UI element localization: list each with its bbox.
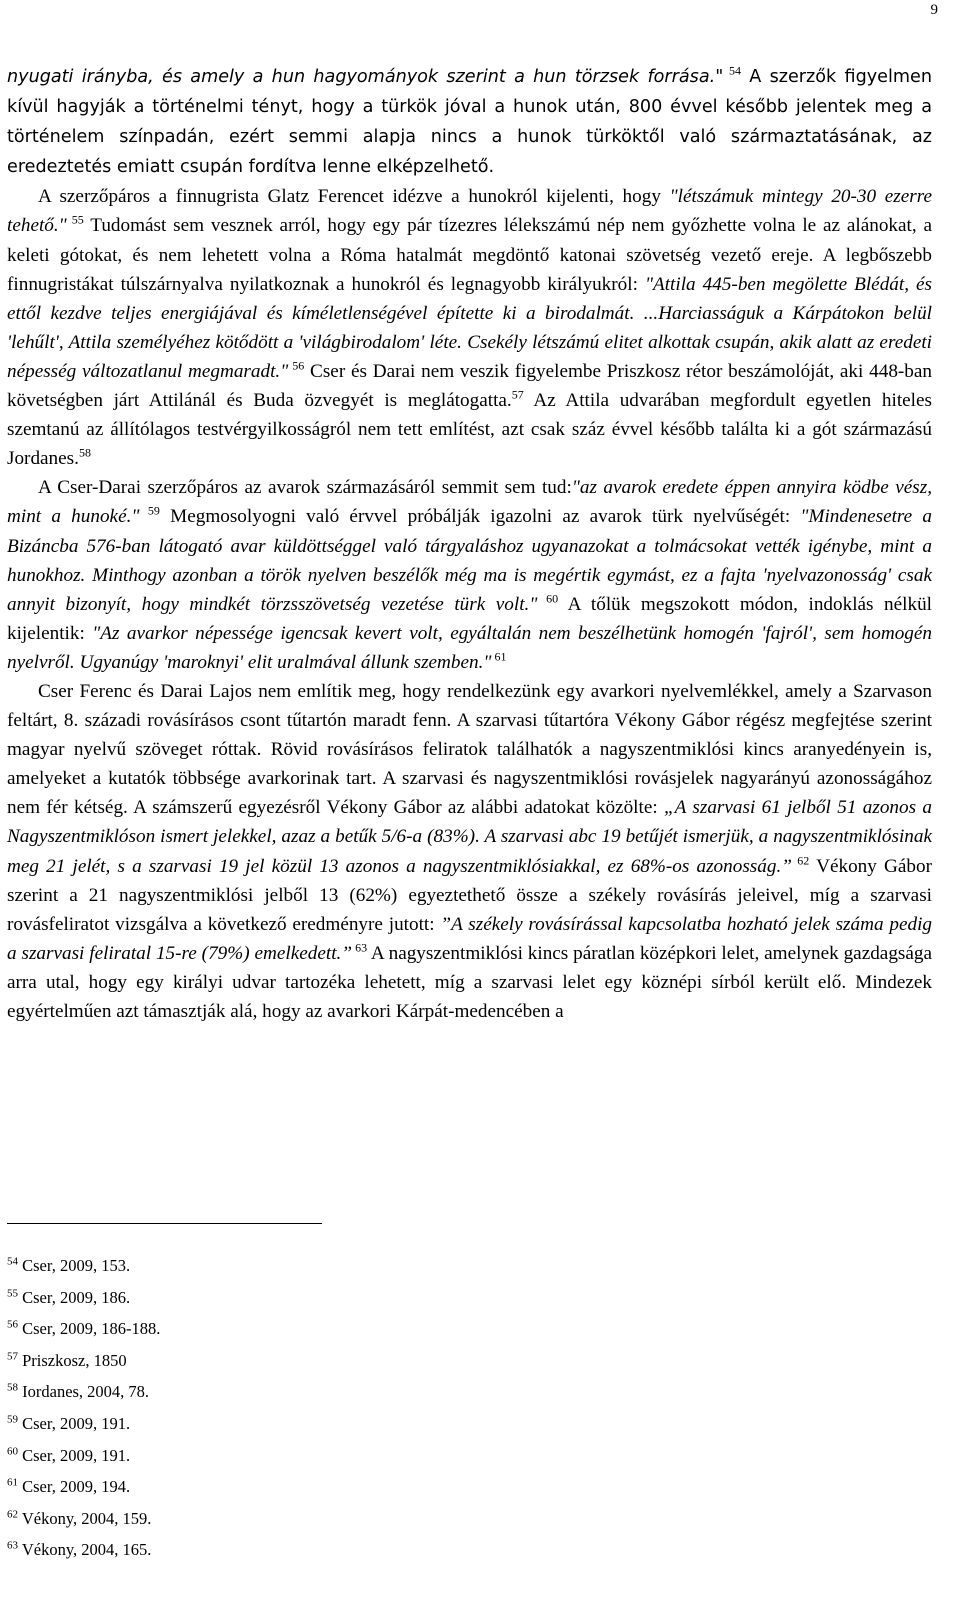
- text-run: A szerzők figyelmen kívül hagyják a történelmi tényt, hogy a türkök jóval a hunok után, 800 évvel később jelentek meg a történelem színpadán, ezért semmi alapja nincs a hunok türköktől való származtatásának, az eredeztetés emiatt csupán fordítva lenne elképzelhető.: [7, 67, 932, 178]
- text-run: Cser Ferenc és Darai Lajos nem említik meg, hogy rendelkezünk egy avarkori nyelvemlékkel, amely a Szarvason feltárt, 8. századi rovásírásos csont tűtartón maradt fenn. A szarvasi tűtartóra Vékony Gábor régész megfejtése szerint magyar nyelvű szöveget róttak. Rövid rovásírásos feliratok találhatók a nagyszentmiklósi kincs aranyedényein is, amelyeket a kutatók többsége avarkorinak tart. A szarvasi és nagyszentmiklósi rovásjelek nagyarányú azonosságához nem fér kétség. A számszerű egyezésről Vékony Gábor az alábbi adatokat közölte:: [7, 680, 932, 819]
- text-run: Tudomást sem vesznek arról, hogy egy pár tízezres lélekszámú nép nem győzhette volna le az alánokat, a keleti gótokat, és nem lehetett volna a Róma hatalmát megdöntő katonai szövetség vezető ereje. A legbőszebb finnugristákat túlszárnyalva nyilatkoznak a hunokról és legnagyobb királyukról:: [7, 215, 932, 295]
- footnote-text: Cser, 2009, 191.: [18, 1413, 131, 1433]
- footnote-text: Priszkosz, 1850: [18, 1350, 127, 1370]
- paragraph: [7, 677, 932, 1026]
- text-run: Vékony Gábor szerint a 21 nagyszentmiklósi jelből 13 (62%) egyeztethető össze a székely rovásírás jeleivel, míg a szarvasi rovásfeliratot vizsgálva a következő eredményre jutott:: [7, 855, 932, 935]
- footnote-text: Vékony, 2004, 165.: [18, 1540, 152, 1560]
- footnote-ref: 60: [537, 591, 559, 606]
- footnote: [7, 1282, 160, 1314]
- text-run: A szerzőpáros a finnugrista Glatz Ferencet idézve a hunokról kijelenti, hogy: [38, 186, 670, 208]
- footnote: [7, 1534, 160, 1566]
- footnote-number: 59: [7, 1413, 18, 1426]
- footnote-number: 54: [7, 1255, 18, 1268]
- footnote-ref: 63: [352, 940, 368, 955]
- text-run: Cser és Darai nem veszik figyelembe Priszkosz rétor beszámolóját, aki 448-ban követségben járt Attilánál és Buda özvegyét is meglátogatta.: [7, 360, 933, 412]
- footnote-number: 57: [7, 1350, 18, 1363]
- footnote-ref: 57: [511, 387, 524, 402]
- footnote-ref: 58: [78, 445, 91, 460]
- footnote: [7, 1345, 160, 1377]
- quotation: "az avarok eredete éppen annyira ködbe vész, mint a hunoké.": [7, 477, 932, 528]
- footnote: [7, 1471, 160, 1503]
- footnote-number: 61: [7, 1476, 18, 1489]
- footnote-number: 63: [7, 1539, 18, 1552]
- text-run: Az Attila udvarában megfordult egyetlen hiteles szemtanú az állítólagos testvérgyilkosságról nem tett említést, azt csak száz évvel később találta ki a gót származású Jordanes.: [7, 390, 932, 470]
- footnote-text: Cser, 2009, 194.: [18, 1477, 131, 1497]
- footnote-ref: 59: [139, 504, 160, 519]
- text-run: Megmosolyogni való érvvel próbálják igazolni az avarok türk nyelvűségét:: [159, 506, 801, 528]
- footnote: [7, 1408, 160, 1440]
- footnote-ref: 56: [288, 358, 305, 373]
- footnote-ref: 61: [491, 649, 507, 664]
- footnote: [7, 1376, 160, 1408]
- page-number: 9: [930, 2, 938, 18]
- footnotes: [7, 1250, 160, 1566]
- quotation: ”A székely rovásírással kapcsolatba hozható jelek száma pedig a szarvasi feliratal 15-re (79%) emelkedett.”: [7, 913, 933, 964]
- footnote-number: 58: [7, 1381, 18, 1394]
- footnote-text: Cser, 2009, 186-188.: [18, 1319, 161, 1339]
- footnote: [7, 1440, 160, 1472]
- footnote: [7, 1313, 160, 1345]
- paragraph: [7, 473, 932, 677]
- footnote-number: 56: [7, 1318, 18, 1331]
- footnote-ref: 55: [66, 213, 84, 228]
- body-text: [7, 62, 932, 1026]
- footnote-ref: 62: [791, 853, 810, 868]
- footnote: [7, 1250, 160, 1282]
- quotation: "Attila 445-ben megölette Blédát, és ettől kezdve teljes energiájával és kíméletlenségével építette ki a birodalmát. ...Harciasságuk a Kárpátokon belül 'lehűlt', Attila személyéhez kötődött a 'világbirodalom' léte. Csekély létszámú elitet alkottak csupán, akik alatt az eredeti népesség változatlanul megmaradt.": [7, 273, 932, 382]
- footnote-text: Cser, 2009, 186.: [18, 1287, 131, 1307]
- text-run: A tőlük megszokott módon, indoklás nélkül kijelentik:: [7, 593, 933, 644]
- footnote-number: 55: [7, 1287, 18, 1300]
- footnote-text: Iordanes, 2004, 78.: [18, 1382, 150, 1402]
- text-run: A nagyszentmiklósi kincs páratlan középkori lelet, amelynek gazdagsága arra utal, hogy egy királyi udvar tartozéka lehetett, míg a szarvasi lelet egy köznépi sírból került elő. Mindezek egyértelműen azt támasztják alá, hogy az avarkori Kárpát-medencében a: [7, 942, 933, 1022]
- paragraph: [7, 62, 932, 182]
- quotation: „A szarvasi 61 jelből 51 azonos a Nagyszentmiklóson ismert jelekkel, azaz a betűk 5/6-a (83%). A szarvasi abc 19 betűjét ismerjük, a nagyszentmiklósinak meg 21 jelét, s a szarvasi 19 jel közül 13 azonos a nagyszentmiklósiakkal, ez 68%-os azonosság.”: [7, 797, 932, 877]
- footnote-text: Cser, 2009, 191.: [18, 1445, 131, 1465]
- quotation: nyugati irányba, és amely a hun hagyományok szerint a hun törzsek forrása.": [7, 67, 724, 87]
- quotation: "Mindenesetre a Bizáncba 576-ban látogató avar küldöttséggel való tárgyaláshoz ugyanazokat a tolmácsokat vették igénybe, mint a hunokhoz. Minthogy azonban a török nyelven beszélők még ma is megértik egymást, ez a fajta 'nyelvazonosság' csak annyit bizonyít, hogy mindkét törzsszövetség vezetése türk volt.": [7, 506, 933, 615]
- quotation: "Az avarkor népessége igencsak kevert volt, egyáltalán nem beszélhetünk homogén 'fajról', sem homogén nyelvről. Ugyanúgy 'maroknyi' elit uralmával állunk szemben.": [7, 622, 932, 673]
- footnote-ref: 54: [723, 63, 741, 78]
- text-run: A Cser-Darai szerzőpáros az avarok származásáról semmit sem tud:: [38, 477, 572, 499]
- paragraph: [7, 182, 932, 473]
- footnote: [7, 1503, 160, 1535]
- footnote-number: 60: [7, 1445, 18, 1458]
- quotation: "létszámuk mintegy 20-30 ezerre tehető.": [7, 186, 932, 237]
- footnote-text: Cser, 2009, 153.: [18, 1256, 131, 1275]
- footnote-number: 62: [7, 1508, 18, 1521]
- footnote-separator: [7, 1223, 322, 1224]
- footnote-text: Vékony, 2004, 159.: [18, 1508, 152, 1528]
